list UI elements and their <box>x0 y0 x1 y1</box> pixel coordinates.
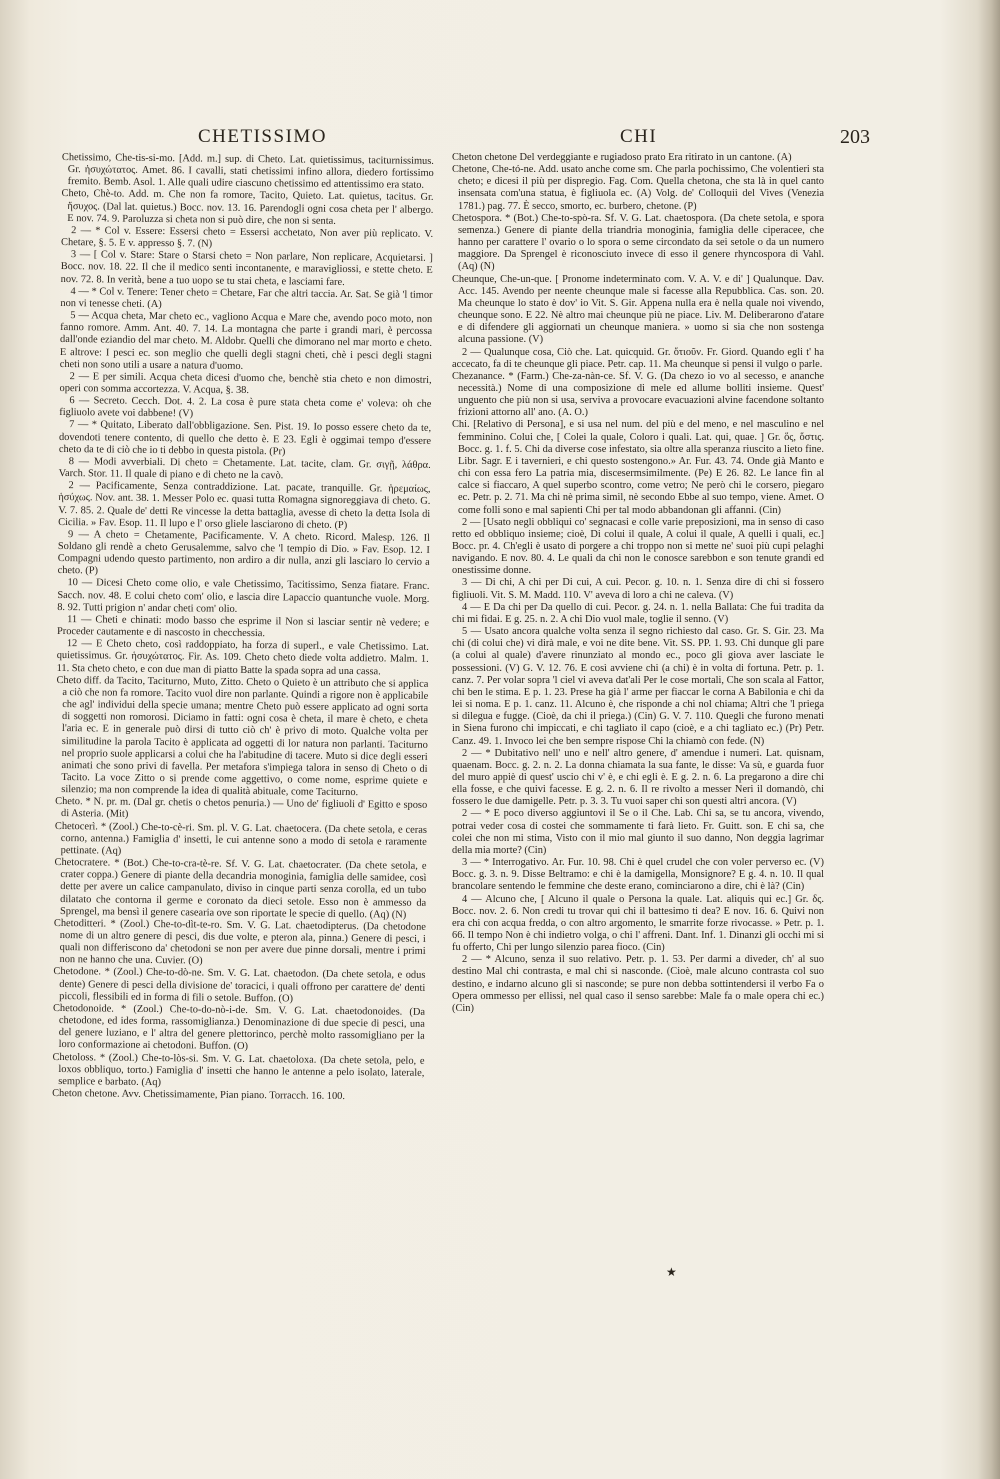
left_column-paragraph: Cheto. * N. pr. m. (Dal gr. chetis o chetos penuria.) — Uno de' figliuoli d' Egitto e sposo di Asteria. (Mit) <box>55 796 428 821</box>
left_column-paragraph: 8 — Modi avverbiali. Di cheto = Chetamente. Lat. tacite, clam. Gr. σιγῇ, λάθρα. Varch. Stor. 11. Il quale di piano e di cheto ne la cavò. <box>58 455 431 482</box>
left_column-paragraph: Cheto, Chè-to. Add. m. Che non fa romore, Tacito, Quieto. Lat. quietus, tacitus. Gr. ἥσυχος. (Dal lat. quietus.) Bocc. nov. 13. 16. Parendogli ogni cosa cheta per l' albergo. E nov. 74. 9. Paroluzza si cheta non si può dire, che non si senta. <box>61 188 434 227</box>
left_column-paragraph: 11 — Cheti e chinati: modo basso che esprime il Non si lasciar sentir nè vedere; e Proceder cautamente e di nascosto in checchessia. <box>56 614 430 640</box>
right_column-paragraph: 5 — Usato ancora qualche volta senza il segno richiesto dal caso. Gr. S. Gir. 23. Ma chi (di colui che) vi dirà male, e voi ne dite bene. Vit. SS. PP. 1. 93. Chi dunque gli pare (a colui al quale) d'avere rinunziato al mondo ec., poco gli giova aver lasciate le possessioni. (V) G. V. 12. 76. E così avviene chi (a chi) è in volta di fortuna. Petr. p. 1. canz. 7. Per volar sopra 'l ciel vi aveva dat'ali Per le cose mortali, Che son scala al Fattor, chi ben le stima. E p. 1. 23. Prese ha già l' arme per fiaccar le corna A Babilonia e chi da lei si noma. E p. 1. canz. 11. Alcuno è, che risponde a chi nol chiama; Altri che 'l priega si dilegua e fugge. (Cioè, da chi il priega.) (Cin) G. V. 7. 110. Quegli che furono menati in Siena furono chi impiccati, e chi tagliato il capo (cioè, e a chi tagliato ec.) (Pr) Petr. Canz. 49. 1. Invoco lei che ben sempre rispose Chi la chiamò con fede. (N) <box>452 626 824 747</box>
left_column-paragraph: 5 — Acqua cheta, Mar cheto ec., vagliono Acqua e Mare che, avendo poco moto, non fanno romore. Amm. Ant. 40. 7. 14. La montagna che parte i grandi mari, è percossa dall'onde eziandio del mar cheto. M. Aldobr. Quelli che dimorano nel mar morto e cheto. E altrove: I pesci ec. son meglio che quelli degli stagni cheti, chè i pesci degli stagni cheti non sono utili a usare a natura d'uomo. <box>59 310 433 372</box>
right_column-paragraph: 3 — Di chi, A chi per Di cui, A cui. Pecor. g. 10. n. 1. Senza dire di chi si fossero figliuoli. Vit. S. M. Madd. 110. V' aveva di loro a chi ne caleva. (V) <box>452 577 824 601</box>
right_column-paragraph: 2 — Qualunque cosa, Ciò che. Lat. quicquid. Gr. ὅτιοῦν. Fr. Giord. Quando egli t' ha accecato, fa di te cheunque gli piace. Petr. cap. 11. Ma cheunque si pensi il vulgo o parle. <box>452 346 824 370</box>
right_column-paragraph: 3 — * Interrogativo. Ar. Fur. 10. 98. Chi è quel crudel che con voler perverso ec. (V) Bocc. g. 3. n. 9. Disse Beltramo: e chi è la damigella, Monsignore? E g. 4. n. 10. Il qual brancolare sentendo le femmine che deste erano, cominciarono a dire, chi è là? (Cin) <box>452 857 824 893</box>
right_column-paragraph: 4 — Alcuno che, [ Alcuno il quale o Persona la quale. Lat. aliquis qui ec.] Gr. δς. Bocc. nov. 2. 6. Non credi tu trovar qui chi il battesimo ti dea? E nov. 16. 6. Quivi non era chi con acqua fredda, o con altro argomento, le smarrite forze rivocasse. » Petr. p. 1. 66. Il tempo Non è chi indietro volga, o chi l' affreni. Dant. Inf. 1. Dinanzi gli occhi mi si fu offerto, Chi per lungo silenzio parea fioco. (Cin) <box>452 893 824 954</box>
right_column-paragraph: Cheton chetone Del verdeggiante e rugiadoso prato Era ritirato in un cantone. (A) <box>452 152 792 163</box>
right-column <box>452 152 824 1302</box>
page-edge-shadow <box>978 0 1000 1479</box>
right_column-paragraph: Chetone, Che-tó-ne. Add. usato anche come sm. Che parla pochissimo, Che volentieri sta cheto; e dicesi il più per dispregio. Fag. Com. Quella chetona, che sta là in quel canto insensata com'una statua, è figliuola ec. (A) Volg. de' Colloquii del Vives (Venezia 1781.) pag. 77. È secco, smorto, ec. burbero, chetone. (P) <box>452 164 824 212</box>
right_column-paragraph: 4 — E Da chi per Da quello di cui. Pecor. g. 24. n. 1. nella Ballata: Che fui tradita da chi mi fidai. E g. 25. n. 2. A chi Dio vuol male, toglie il senno. (V) <box>452 601 824 625</box>
right_column-paragraph: Chetospora. * (Bot.) Che-to-spò-ra. Sf. V. G. Lat. chaetospora. (Da chete setola, e spora semenza.) Genere di piante della triandria monoginia, famiglia delle ciperacee, che hanno per carattere l' ovario o lo spora o seme circondato da sei setole o da un numero maggiore. Da Sprengel è riconosciuto invece di esso il genere rhyncospora di Vahl. (Aq) (N) <box>452 212 824 273</box>
right_column-paragraph: 2 — * Dubitativo nell' uno e nell' altro genere, d' amendue i numeri. Lat. quisnam, quaenam. Bocc. g. 2. n. 2. La donna chiamata la sua fante, le disse: Va sù, e guarda fuor del muro appiè di quest' uscio chi v' è, e chi egli è. E g. 2. n. 6. La pregarono a dire chi ella fosse, e che quivi facesse. E g. 2. n. 6. Il re rivolto a messer Neri il domandò, chi fossero le due damigelle. Petr. p. 3. 3. Tu vuoi saper chi son questi altri ancora. (V) <box>452 747 824 808</box>
right_column-paragraph: 2 — [Usato negli obbliqui co' segnacasi e colle varie preposizioni, ma in senso di caso retto ed obbliquo insieme; cioè, Di colui il quale, A colui il quale, A quelli i quali, ec.] Bocc. pr. 4. Ch'egli è usato di porgere a chi troppo non si mette ne' suoi più cupi pelaghi navigando. E nov. 80. 4. Le quali da chi non le conosce sarebbon e son tenute grandi ed onestissime donne. <box>452 516 824 577</box>
left_column-paragraph: 10 — Dicesi Cheto come olio, e vale Chetissimo, Tacitissimo, Senza fiatare. Franc. Sacch. nov. 48. E colui cheto com' olio, e lascia dire Lapaccio quantunche vuole. Morg. 8. 92. Tutti prigion n' andar cheti com' olio. <box>57 577 430 615</box>
left-column <box>50 152 434 1306</box>
left_column-paragraph: 12 — E Cheto cheto, così raddoppiato, ha forza di superl., e vale Chetissimo. Lat. quietissimus. Gr. ἡσυχώτατος. Fir. As. 109. Cheto cheto diede volta addietro. Malm. 1. 11. Sta cheto cheto, e con due man di piatto Batte la spada sopra ad una cassa. <box>56 638 429 677</box>
right_column-paragraph: Cheunque, Che-un-que. [ Pronome indeterminato com. V. A. V. e di' ] Qualunque. Dav. Acc. 145. Avendo per neente cheunque male si facesse alla Repubblica. Cas. son. 20. Ma cheunque lo stato è dov' io Vit. S. Gir. Appena nulla era è nella quale noi vivendo, cheunque sono. E 22. Nè altro mai cheunque più ne piace. Liv. M. Deliberarono d'atare e di difendere gli aggiornati un cheunque maniera. » uomo si sia che non sostenga alcuna passione. (V) <box>452 273 824 346</box>
left_column-paragraph: Chetocratere. * (Bot.) Che-to-cra-tè-re. Sf. V. G. Lat. chaetocrater. (Da chete setola, e crater coppa.) Genere di piante della decandria monoginia, famiglia delle samidee, così dette per avere un calice campanulato, diviso in cinque parti senza corolla, ed un tubo dilatato che contorna il germe e coronato da dieci setole. Esso non è ammesso da Sprengel, ma bensì il genere casearia ove son riportate le specie di quello. (Aq) (N) <box>54 857 427 921</box>
header-center-title: CHI <box>620 126 658 147</box>
left_column-paragraph: 3 — [ Col v. Stare: Stare o Starsi cheto = Non parlare, Non replicare, Acquietarsi. ] Bocc. nov. 18. 22. Il che il medico senti incontanente, e maravigliossi, e stette cheto. E nov. 72. 8. In verità, bene a tuo uopo se tu stai cheta, e lasciami fare. <box>60 249 433 288</box>
left_column-paragraph: 2 — * Col v. Essere: Essersi cheto = Essersi acchetato, Non aver più replicato. V. Chetare, §. 5. E v. appresso §. 7. (N) <box>60 225 434 250</box>
left_column-paragraph: 2 — E per simili. Acqua cheta dicesi d'uomo che, benchè stia cheto e non dimostri, operi con somma accortezza. V. Acqua, §. 38. <box>59 370 432 396</box>
left_column-paragraph: 2 — Pacificamente, Senza contraddizione. Lat. pacate, tranquille. Gr. ἠρεμαίως, ἡσύχως. Nov. ant. 38. 1. Messer Polo ec. quasi tutta Romagna signoreggiava di cheto. G. V. 7. 85. 2. Quale de' detti Re vincesse la detta battaglia, avesse di cheto la detta Isola di Cicilia. » Fav. Esop. 11. Il lupo e l' orso gliele lasciarono di cheto. (P) <box>58 480 431 531</box>
left_column-paragraph: 4 — * Col v. Tenere: Tener cheto = Chetare, Far che altri taccia. Ar. Sat. Se già 'l timor non vi tenesse cheti. (A) <box>60 285 433 310</box>
left_column-paragraph: Chetocerì. * (Zool.) Che-to-cè-ri. Sm. pl. V. G. Lat. chaetocera. (Da chete setola, e ceras corno, antenna.) Famiglia d' insetti, le cui antenne sono a modo di setola e raramente pettinate. (Aq) <box>54 820 427 857</box>
left_column-paragraph: Chetodone. * (Zool.) Che-to-dò-ne. Sm. V. G. Lat. chaetodon. (Da chete setola, e odus dente) Genere di pesci della divisione de' toracici, i quali offrono per carattere de' denti piccoli, flessibili ed in forma di fili o setole. Buffon. (O) <box>53 966 426 1005</box>
page-number: 203 <box>840 126 870 148</box>
left_column-paragraph: Chetoditteri. * (Zool.) Che-to-dìt-te-ro. Sm. V. G. Lat. chaetodipterus. (Da chetodone nome di un altro genere di pesci, dis due volte, e pteron ala, pinna.) Genere di pesci, i quali non differiscono da' chetodoni se non per avere due pinne dorsali, mentre i primi non ne hanno che una. Cuvier. (O) <box>53 917 426 967</box>
right_column-paragraph: 2 — * E poco diverso aggiuntovi il Se o il Che. Lab. Chi sa, se tu ancora, vivendo, potrai veder cosa di costei che sommamente ti farà lieto. Fr. Guitt. son. E chi sa, che colei che non mi stima, Visto con il mio mal giunto il suo danno, Non deggia lagrimar della mia morte? (Cin) <box>452 808 824 856</box>
left_column-paragraph: 6 — Secreto. Cecch. Dot. 4. 2. La cosa è pure stata cheta come e' voleva: oh che figliuolo avete voi dabbene! (V) <box>59 395 432 420</box>
left_column-paragraph: Cheton chetone. Avv. Chetissimamente, Pian piano. Torracch. 16. 100. <box>52 1087 346 1103</box>
left_column-paragraph: Chetoloss. * (Zool.) Che-to-lòs-si. Sm. V. G. Lat. chaetoloxa. (Da chete setola, pelo, e loxos obbliquo, torto.) Famiglia d' insetti che hanno le antenne a pelo isolato, laterale, semplice e barbato. (Aq) <box>52 1051 425 1088</box>
left_column-paragraph: Chetissimo, Che-tis-si-mo. [Add. m.] sup. di Cheto. Lat. quietissimus, taciturnissimus. Gr. ἡσυχώτατος. Amet. 86. I cavalli, stati chetissimi infino allora, diedero fortissimo fremito. Bemb. Asol. 1. Alle quali udire ciascuno chetissimo ed attentissimo era stato. <box>61 152 434 192</box>
right_column-paragraph: 2 — * Alcuno, senza il suo relativo. Petr. p. 1. 53. Per darmi a diveder, ch' al suo destino Mal chi contrasta, e mal chi si nasconde. (Cioè, male alcuno contrasta col suo destino, e indarno alcuno gli si nasconde; se pure non debba sottintendersi il verbo Fa o Opera ommesso per ellissi, nel qual caso il senso sarebbe: Male fa o male opera chi ec.) (Cin) <box>452 954 824 1014</box>
left_column-paragraph: 9 — A cheto = Chetamente, Pacificamente. V. A cheto. Ricord. Malesp. 126. Il Soldano gli rendè a cheto Gerusalemme, salvo che 'l tempio di Dio. » Fav. Esop. 12. I Compagni udendo questo partimento, non ardiro a dir nulla, anzi gli lasciaro lo cervio a cheto. (P) <box>57 528 431 577</box>
right_column-paragraph: Chezanance. * (Farm.) Che-za-nàn-ce. Sf. V. G. (Da chezo io vo al secesso, e ananche necessità.) Nome di una composizione di mele ed allume bolliti insieme. Quest' unguento che più non si usa, serviva a provocare evacuazioni alvine facendone soltanto frizioni attorno all' ano. (A. O.) <box>452 370 824 419</box>
running-header <box>60 126 870 152</box>
footer-mark: ★ <box>666 1265 677 1279</box>
header-left-title: CHETISSIMO <box>198 126 328 147</box>
left_column-paragraph: Cheto diff. da Tacito, Taciturno, Muto, Zitto. Cheto o Quieto è un attributo che si applica a ciò che non fa romore. Tacito vuol dire non parlante. Quindi a rigore non è applicabile che agl' individui della specie umana; mentre Cheto può essere applicato ad ogni sorta di soggetti non romorosi. Diciamo in fatti: ogni cosa è cheta, il mare è cheto, e cheta l'aria ec. E in generale può dirsi di tutto ciò ch' è privo di moto. Qualche volta per similitudine la parola Tacito è applicata ad oggetti di lor natura non parlanti. Taciturno nel proprio suole applicarsi a colui che ha l'abitudine di tacere. Muto si dice degli esseri animati che sono privi di favella. Per metafora s'impiega talora in senso di Cheto o di Tacito. La voce Zitto o si prende come aggettivo, o come nome, esprime quiete e silenzio; ma non comprende la idea di qualità abituale, come Taciturno. <box>56 674 429 799</box>
left_column-paragraph: 7 — * Quitato, Liberato dall'obbligazione. Sen. Pist. 19. Io posso essere cheto da te, dovendoti tenere contento, di quello che detto è. E 23. Egli è oggimai tempo d'essere cheto da te di ciò che io ti debbo in questa pistola. (Pr) <box>58 419 432 458</box>
right_column-paragraph: Chi. [Relativo di Persona], e si usa nel num. del più e del meno, e nel masculino e nel femminino. Colui che, [ Colei la quale, Coloro i quali. Lat. qui, quae. ] Gr. ὅς, ὅστις. Bocc. g. 1. f. 5. Chi da diverse cose infestato, sia oltre alla speranza riuscito a lieto fine. Libr. Sagr. E i tavernieri, e chi questo sostengono.» Ar. Fur. 43. 74. Onde già Manto e chi con essa fero La patria mia, discesermsimilmente. (Pe) E 26. 82. Le lance fin al calce si fiaccaro, A quel superbo scontro, come vetro; Ne però chi le corsero, piegaro ec. Petr. p. 2. 71. Ma chi nè prima simil, nè secondo Ebbe al suo tempo, viene. Amet. O come folli sono e mal sapienti Chi per tal modo abbandonan gli affanni. (Cin) <box>452 419 824 516</box>
left_column-paragraph: Chetodonoide. * (Zool.) Che-to-do-nò-i-de. Sm. V. G. Lat. chaetodonoides. (Da chetodone, ed ides forma, rassomiglianza.) Denominazione di due specie di pesci, una del genere luziano, e l' altra del genere plettorinco, perchè molto rassomigliano per la loro conformazione ai chetodoni. Buffon. (O) <box>52 1002 426 1053</box>
